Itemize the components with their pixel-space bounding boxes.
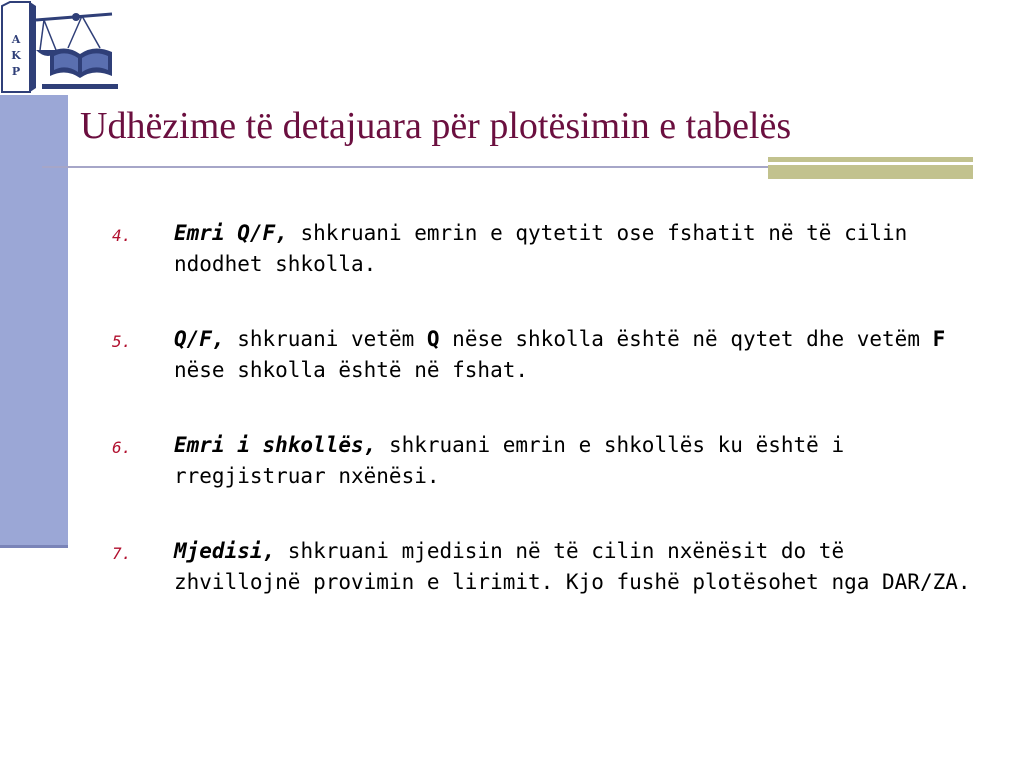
logo-letters xyxy=(3,32,29,80)
instructions-list xyxy=(112,218,972,598)
item-text: nëse shkolla është në fshat. xyxy=(174,358,529,382)
akp-logo xyxy=(0,0,120,95)
item-text: shkruani vetëm xyxy=(224,327,427,351)
list-item xyxy=(112,324,972,386)
list-item xyxy=(112,430,972,492)
side-decor-bar xyxy=(0,95,68,547)
slide-title: Udhëzime të detajuara për plotësimin e tabelës xyxy=(80,105,792,147)
list-number: 7. xyxy=(112,544,132,563)
field-term: Mjedisi, xyxy=(174,539,276,563)
field-term: Q/F, xyxy=(174,327,225,351)
item-text: shkruani emrin e shkollës ku është i rregjistruar nxënësi. xyxy=(174,433,845,488)
item-text: shkruani mjedisin në të cilin nxënësit do të zhvillojnë provimin e lirimit. Kjo fushë plotësohet nga DAR/ZA. xyxy=(174,539,971,594)
list-number: 4. xyxy=(112,226,132,245)
logo-letter: K xyxy=(11,49,21,62)
item-text: nëse shkolla është në qytet dhe vetëm xyxy=(439,327,933,351)
logo-letter: P xyxy=(11,65,21,78)
list-item xyxy=(112,218,972,280)
item-text: shkruani emrin e qytetit ose fshatit në të cilin ndodhet shkolla. xyxy=(174,221,908,276)
list-item xyxy=(112,536,972,598)
list-number: 6. xyxy=(112,438,132,457)
bold-code: Q xyxy=(426,327,440,351)
title-accent-bar xyxy=(768,157,973,179)
bold-code: F xyxy=(932,327,946,351)
logo-letter: A xyxy=(11,33,21,46)
title-underline xyxy=(42,166,772,168)
field-term: Emri Q/F, xyxy=(174,221,288,245)
list-number: 5. xyxy=(112,332,132,351)
side-decor-bar-edge xyxy=(0,545,68,548)
field-term: Emri i shkollës, xyxy=(174,433,377,457)
